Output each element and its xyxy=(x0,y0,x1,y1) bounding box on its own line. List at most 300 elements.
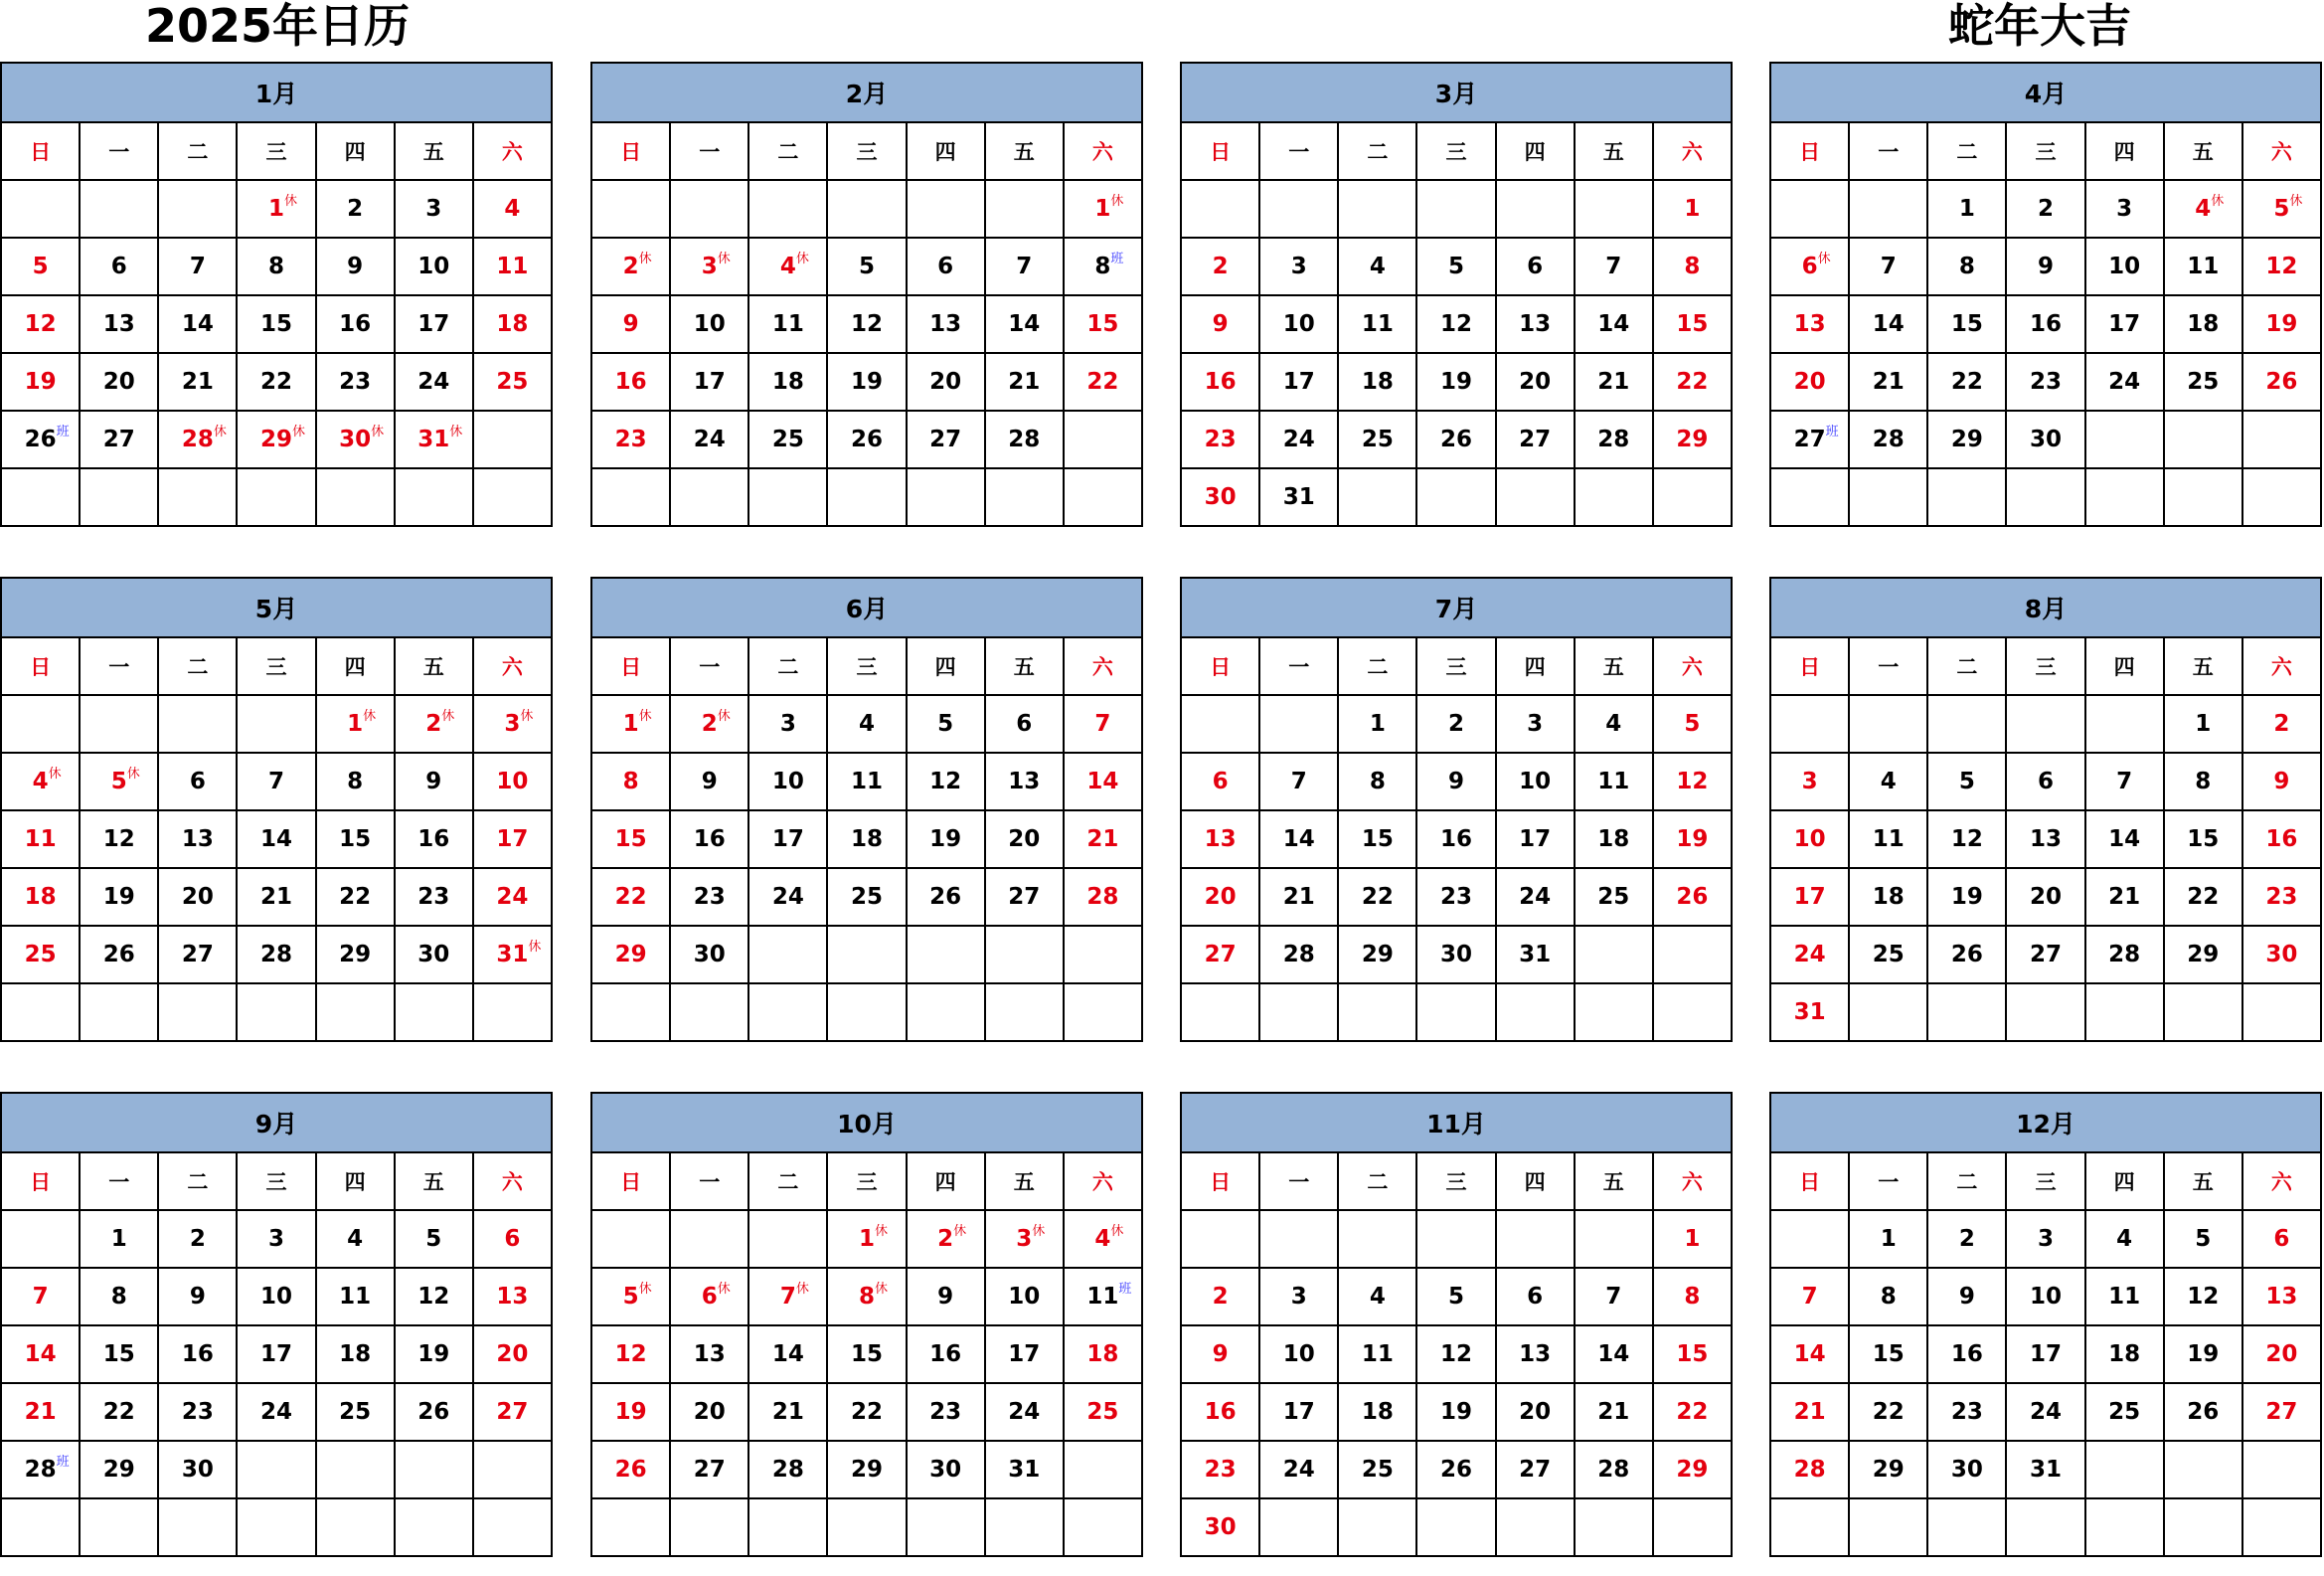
day-number: 8 xyxy=(267,254,284,279)
empty-cell xyxy=(670,1498,748,1556)
day-cell xyxy=(748,695,827,753)
empty-cell xyxy=(1,1210,80,1268)
empty-cell xyxy=(1259,1498,1338,1556)
day-number: 16 xyxy=(929,1341,962,1367)
day-cell xyxy=(1181,353,1259,411)
day-number: 15 xyxy=(1872,1341,1905,1367)
day-number: 13 xyxy=(693,1341,726,1367)
day-number: 8 班 xyxy=(1094,254,1110,279)
day-cell xyxy=(2085,753,2164,810)
day-cell xyxy=(158,411,237,468)
day-cell xyxy=(2085,868,2164,926)
day-number: 18 xyxy=(1086,1341,1119,1367)
day-number: 22 xyxy=(2187,884,2220,910)
day-number: 12 xyxy=(417,1284,450,1310)
day-cell xyxy=(1416,810,1495,868)
day-cell xyxy=(80,411,158,468)
day-number: 3 xyxy=(1527,711,1544,737)
empty-cell xyxy=(1849,695,1927,753)
day-cell xyxy=(670,1383,748,1441)
day-number: 22 xyxy=(1361,884,1394,910)
day-number: 24 xyxy=(1282,427,1315,452)
day-cell xyxy=(1064,1210,1142,1268)
day-number: 20 xyxy=(181,884,214,910)
weekday-label: 一 xyxy=(1259,1152,1338,1210)
empty-cell xyxy=(1181,1210,1259,1268)
day-cell xyxy=(1496,238,1575,295)
empty-cell xyxy=(1181,695,1259,753)
day-cell xyxy=(237,180,315,238)
day-number: 2 xyxy=(2037,196,2054,222)
day-number: 9 xyxy=(2273,769,2290,794)
day-cell xyxy=(1259,411,1338,468)
day-cell xyxy=(2164,1383,2242,1441)
day-cell xyxy=(2164,1210,2242,1268)
day-number: 16 xyxy=(417,826,450,852)
day-number: 24 xyxy=(1793,942,1826,967)
day-number: 9 xyxy=(937,1284,954,1310)
day-cell xyxy=(2006,411,2084,468)
day-cell xyxy=(395,926,473,983)
day-cell xyxy=(1259,753,1338,810)
day-number: 20 xyxy=(1204,884,1237,910)
day-cell xyxy=(80,1325,158,1383)
day-number: 17 xyxy=(417,311,450,337)
rest-day-tag: 休 xyxy=(717,709,731,724)
day-cell xyxy=(2242,1268,2321,1325)
empty-cell xyxy=(670,468,748,526)
day-number: 27 xyxy=(693,1457,726,1483)
day-cell xyxy=(907,810,985,868)
day-number: 25 xyxy=(2108,1399,2141,1425)
day-number: 30 xyxy=(181,1457,214,1483)
day-cell xyxy=(473,353,552,411)
day-cell xyxy=(1927,238,2006,295)
day-cell xyxy=(670,353,748,411)
day-cell xyxy=(985,1325,1064,1383)
day-cell xyxy=(237,810,315,868)
day-number: 18 xyxy=(1597,826,1630,852)
day-cell xyxy=(395,411,473,468)
day-cell xyxy=(80,926,158,983)
day-number: 10 xyxy=(771,769,804,794)
day-number: 22 xyxy=(1676,369,1709,395)
work-day-tag: 班 xyxy=(1825,425,1839,439)
day-number: 14 xyxy=(1872,311,1905,337)
rest-day-tag: 休 xyxy=(2211,194,2225,209)
month-title: 7月 xyxy=(1181,578,1732,637)
day-number: 15 xyxy=(259,311,292,337)
weekday-label: 四 xyxy=(2085,637,2164,695)
empty-cell xyxy=(1,983,80,1041)
day-number: 24 xyxy=(259,1399,292,1425)
day-number: 27 xyxy=(1204,942,1237,967)
day-number: 9 xyxy=(701,769,718,794)
day-cell xyxy=(158,1383,237,1441)
day-cell xyxy=(1653,238,1732,295)
day-number: 21 xyxy=(181,369,214,395)
day-number: 30 xyxy=(2029,427,2062,452)
day-cell xyxy=(2085,353,2164,411)
day-cell xyxy=(1064,810,1142,868)
day-number: 12 xyxy=(2187,1284,2220,1310)
day-number: 31 xyxy=(1793,999,1826,1025)
day-number: 2 休 xyxy=(623,254,639,279)
day-number: 8 xyxy=(347,769,364,794)
day-number: 25 xyxy=(771,427,804,452)
month-title: 12月 xyxy=(1770,1093,2321,1152)
day-number: 3 休 xyxy=(1016,1226,1032,1252)
day-cell xyxy=(2085,1325,2164,1383)
day-cell xyxy=(1496,753,1575,810)
day-number: 12 xyxy=(102,826,135,852)
empty-cell xyxy=(2242,411,2321,468)
day-number: 13 xyxy=(2029,826,2062,852)
weekday-label: 三 xyxy=(1416,122,1495,180)
day-cell xyxy=(827,1325,906,1383)
day-cell xyxy=(1496,926,1575,983)
day-number: 16 xyxy=(1204,1399,1237,1425)
day-number: 26 xyxy=(417,1399,450,1425)
day-cell xyxy=(1575,353,1653,411)
day-cell xyxy=(985,753,1064,810)
empty-cell xyxy=(1770,468,1849,526)
day-cell xyxy=(827,353,906,411)
day-number: 29 xyxy=(102,1457,135,1483)
day-number: 19 xyxy=(1439,1399,1472,1425)
day-number: 23 xyxy=(1950,1399,1983,1425)
day-number: 26 xyxy=(1676,884,1709,910)
day-cell xyxy=(907,1210,985,1268)
empty-cell xyxy=(1849,1498,1927,1556)
empty-cell xyxy=(80,695,158,753)
day-number: 7 xyxy=(1880,254,1897,279)
day-cell xyxy=(670,810,748,868)
day-number: 6 xyxy=(937,254,954,279)
empty-cell xyxy=(316,983,395,1041)
day-cell xyxy=(907,868,985,926)
day-cell xyxy=(1259,926,1338,983)
day-cell xyxy=(2242,295,2321,353)
day-number: 30 xyxy=(1204,1514,1237,1540)
day-number: 12 xyxy=(2265,254,2298,279)
rest-day-tag: 休 xyxy=(2289,194,2303,209)
day-cell xyxy=(1181,1441,1259,1498)
day-number: 10 xyxy=(1793,826,1826,852)
day-number: 15 xyxy=(1950,311,1983,337)
day-number: 1 xyxy=(1369,711,1386,737)
day-number: 2 xyxy=(1212,254,1229,279)
day-number: 4 xyxy=(1369,254,1386,279)
day-number: 7 xyxy=(1605,254,1622,279)
day-number: 4 休 xyxy=(1094,1226,1110,1252)
rest-day-tag: 休 xyxy=(717,252,731,266)
day-cell xyxy=(1575,868,1653,926)
empty-cell xyxy=(2164,468,2242,526)
day-number: 21 xyxy=(24,1399,57,1425)
day-number: 5 xyxy=(937,711,954,737)
day-cell xyxy=(1338,753,1416,810)
empty-cell xyxy=(473,411,552,468)
day-cell xyxy=(1,810,80,868)
day-number: 19 xyxy=(1439,369,1472,395)
month-title: 11月 xyxy=(1181,1093,1732,1152)
day-cell xyxy=(1416,238,1495,295)
month-calendar xyxy=(1180,1092,1733,1573)
day-cell xyxy=(1770,983,1849,1041)
rest-day-tag: 休 xyxy=(449,425,463,439)
day-number: 10 xyxy=(1008,1284,1041,1310)
day-cell xyxy=(1416,926,1495,983)
day-cell xyxy=(1338,295,1416,353)
weekday-label: 日 xyxy=(1770,637,1849,695)
day-number: 25 xyxy=(2187,369,2220,395)
day-cell xyxy=(591,238,670,295)
day-number: 4 xyxy=(1605,711,1622,737)
empty-cell xyxy=(1575,1498,1653,1556)
day-number: 1 xyxy=(1880,1226,1897,1252)
empty-cell xyxy=(1770,695,1849,753)
day-number: 18 xyxy=(1361,1399,1394,1425)
day-number: 29 xyxy=(339,942,372,967)
day-number: 10 xyxy=(1282,1341,1315,1367)
day-cell xyxy=(473,1383,552,1441)
day-cell xyxy=(395,180,473,238)
empty-cell xyxy=(1770,1498,1849,1556)
day-cell xyxy=(2085,295,2164,353)
day-cell xyxy=(158,1210,237,1268)
month-calendar xyxy=(590,1092,1143,1573)
day-cell xyxy=(1927,180,2006,238)
day-cell xyxy=(1259,868,1338,926)
empty-cell xyxy=(985,926,1064,983)
day-number: 17 xyxy=(2108,311,2141,337)
day-cell xyxy=(748,1441,827,1498)
day-number: 4 休 xyxy=(780,254,796,279)
weekday-label: 日 xyxy=(1181,637,1259,695)
empty-cell xyxy=(907,180,985,238)
day-cell xyxy=(80,295,158,353)
day-cell xyxy=(1849,810,1927,868)
weekday-label: 四 xyxy=(1496,122,1575,180)
day-number: 29 xyxy=(850,1457,883,1483)
day-cell xyxy=(1575,810,1653,868)
day-number: 21 xyxy=(259,884,292,910)
day-cell xyxy=(2006,1268,2084,1325)
day-cell xyxy=(2085,1268,2164,1325)
day-cell xyxy=(1338,810,1416,868)
day-number: 19 xyxy=(929,826,962,852)
day-cell xyxy=(1338,1325,1416,1383)
day-cell xyxy=(907,411,985,468)
day-number: 22 xyxy=(614,884,647,910)
day-number: 28 xyxy=(1282,942,1315,967)
day-number: 24 xyxy=(417,369,450,395)
rest-day-tag: 休 xyxy=(520,709,534,724)
day-number: 11 xyxy=(496,254,529,279)
empty-cell xyxy=(473,983,552,1041)
day-cell xyxy=(827,1268,906,1325)
day-cell xyxy=(1338,353,1416,411)
day-cell xyxy=(1181,238,1259,295)
day-cell xyxy=(1927,1441,2006,1498)
day-cell xyxy=(2164,180,2242,238)
day-number: 21 xyxy=(1597,369,1630,395)
empty-cell xyxy=(748,983,827,1041)
day-cell xyxy=(158,1441,237,1498)
day-cell xyxy=(1064,353,1142,411)
day-cell xyxy=(1181,868,1259,926)
day-cell xyxy=(316,1268,395,1325)
empty-cell xyxy=(1496,1498,1575,1556)
day-cell xyxy=(1338,926,1416,983)
weekday-label: 一 xyxy=(80,1152,158,1210)
day-cell xyxy=(670,1268,748,1325)
day-number: 22 xyxy=(1950,369,1983,395)
day-number: 8 xyxy=(1958,254,1975,279)
day-cell xyxy=(237,1383,315,1441)
day-number: 9 xyxy=(425,769,442,794)
day-number: 20 xyxy=(1793,369,1826,395)
day-number: 31 xyxy=(1282,484,1315,510)
day-cell xyxy=(2164,1268,2242,1325)
day-number: 3 xyxy=(2116,196,2133,222)
empty-cell xyxy=(907,1498,985,1556)
day-number: 7 休 xyxy=(780,1284,796,1310)
weekday-label: 三 xyxy=(237,637,315,695)
day-cell xyxy=(1064,238,1142,295)
day-number: 3 xyxy=(425,196,442,222)
empty-cell xyxy=(237,983,315,1041)
day-number: 17 xyxy=(1008,1341,1041,1367)
day-number: 10 xyxy=(2029,1284,2062,1310)
day-number: 23 xyxy=(614,427,647,452)
day-cell xyxy=(1496,411,1575,468)
day-number: 8 xyxy=(622,769,639,794)
day-number: 11 xyxy=(1361,311,1394,337)
empty-cell xyxy=(395,983,473,1041)
day-cell xyxy=(670,411,748,468)
day-cell xyxy=(827,868,906,926)
day-cell xyxy=(158,353,237,411)
day-number: 14 xyxy=(181,311,214,337)
day-cell xyxy=(1181,1498,1259,1556)
day-number: 6 xyxy=(1527,1284,1544,1310)
day-number: 29 xyxy=(1950,427,1983,452)
day-number: 20 xyxy=(693,1399,726,1425)
empty-cell xyxy=(316,468,395,526)
day-number: 22 xyxy=(850,1399,883,1425)
day-cell xyxy=(1770,1268,1849,1325)
day-number: 12 xyxy=(850,311,883,337)
empty-cell xyxy=(985,468,1064,526)
day-number: 12 xyxy=(929,769,962,794)
day-number: 13 xyxy=(1204,826,1237,852)
empty-cell xyxy=(1181,180,1259,238)
day-number: 20 xyxy=(496,1341,529,1367)
day-number: 26 xyxy=(102,942,135,967)
day-number: 26 xyxy=(850,427,883,452)
empty-cell xyxy=(1927,1498,2006,1556)
day-cell xyxy=(985,1383,1064,1441)
day-cell xyxy=(1338,238,1416,295)
day-number: 28 xyxy=(771,1457,804,1483)
weekday-label: 日 xyxy=(1181,1152,1259,1210)
day-cell xyxy=(395,295,473,353)
month-calendar xyxy=(1769,577,2322,1058)
day-cell xyxy=(1181,295,1259,353)
day-number: 5 xyxy=(2195,1226,2212,1252)
empty-cell xyxy=(907,983,985,1041)
day-number: 26 班 xyxy=(25,427,57,452)
empty-cell xyxy=(1496,983,1575,1041)
weekday-label: 四 xyxy=(907,1152,985,1210)
day-number: 7 xyxy=(1016,254,1033,279)
empty-cell xyxy=(1064,983,1142,1041)
day-number: 24 xyxy=(1519,884,1552,910)
empty-cell xyxy=(80,1498,158,1556)
day-number: 5 xyxy=(1447,1284,1464,1310)
day-number: 9 xyxy=(1447,769,1464,794)
weekday-label: 三 xyxy=(827,637,906,695)
day-cell xyxy=(2085,238,2164,295)
empty-cell xyxy=(1496,468,1575,526)
day-number: 1 休 xyxy=(268,196,284,222)
day-cell xyxy=(1,1268,80,1325)
day-number: 31 休 xyxy=(417,427,449,452)
day-number: 26 xyxy=(2265,369,2298,395)
empty-cell xyxy=(1064,1441,1142,1498)
day-cell xyxy=(2242,180,2321,238)
day-number: 27 xyxy=(1008,884,1041,910)
day-cell xyxy=(395,753,473,810)
day-number: 18 xyxy=(1361,369,1394,395)
weekday-label: 六 xyxy=(1653,1152,1732,1210)
day-number: 14 xyxy=(2108,826,2141,852)
empty-cell xyxy=(2085,1441,2164,1498)
day-cell xyxy=(1653,1325,1732,1383)
day-cell xyxy=(748,295,827,353)
day-cell xyxy=(1849,353,1927,411)
day-cell xyxy=(158,295,237,353)
day-cell xyxy=(158,926,237,983)
weekday-label: 二 xyxy=(1338,1152,1416,1210)
weekday-label: 二 xyxy=(1927,1152,2006,1210)
day-cell xyxy=(1653,810,1732,868)
day-number: 15 xyxy=(1086,311,1119,337)
weekday-label: 六 xyxy=(1653,637,1732,695)
day-cell xyxy=(473,180,552,238)
day-cell xyxy=(395,695,473,753)
day-number: 26 xyxy=(1439,1457,1472,1483)
empty-cell xyxy=(158,180,237,238)
empty-cell xyxy=(827,983,906,1041)
empty-cell xyxy=(158,695,237,753)
day-cell xyxy=(1849,238,1927,295)
day-cell xyxy=(827,411,906,468)
empty-cell xyxy=(473,1441,552,1498)
day-cell xyxy=(1653,753,1732,810)
empty-cell xyxy=(1338,983,1416,1041)
day-cell xyxy=(395,238,473,295)
day-number: 11 xyxy=(2187,254,2220,279)
weekday-label: 六 xyxy=(1653,122,1732,180)
day-cell xyxy=(316,411,395,468)
day-cell xyxy=(1496,1441,1575,1498)
day-number: 3 xyxy=(1801,769,1818,794)
day-number: 12 xyxy=(1676,769,1709,794)
day-cell xyxy=(473,753,552,810)
